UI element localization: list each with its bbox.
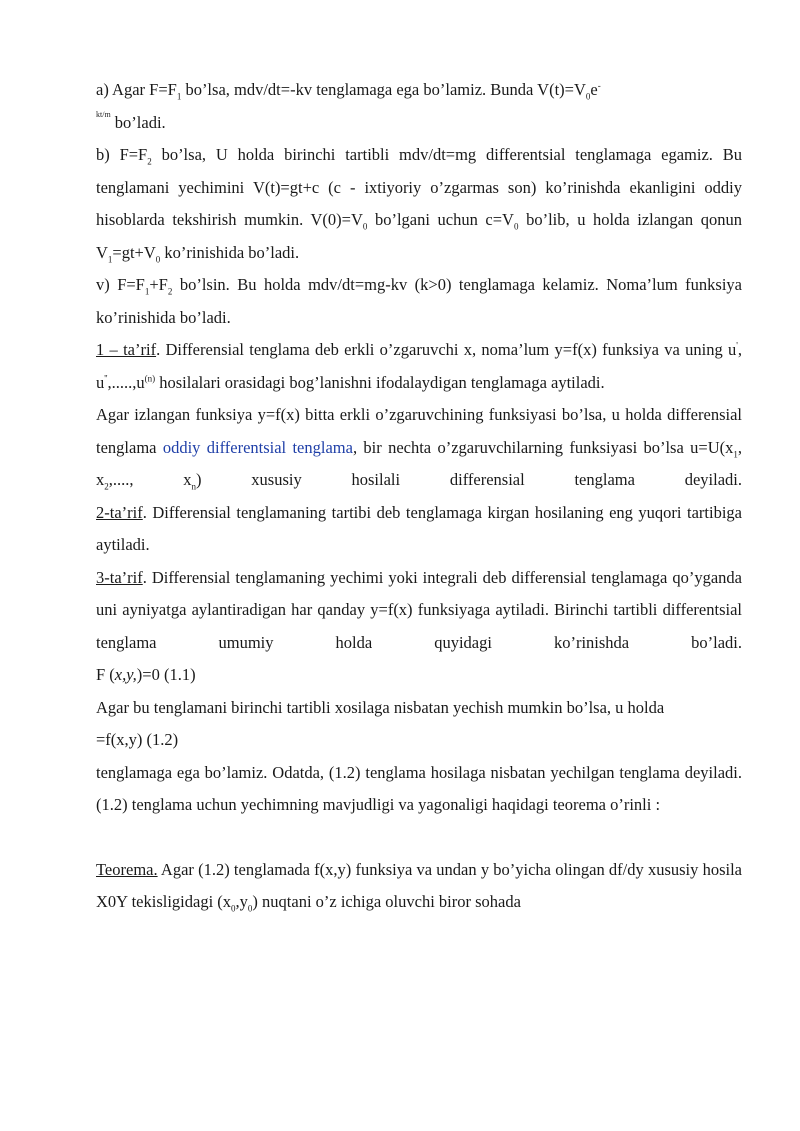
definition-2 — [96, 497, 742, 562]
text: . Differensial tenglama deb erkli o’zgaruvchi x, noma’lum y=f(x) funksiya va uning u — [156, 340, 737, 359]
paragraph-tenglamaga — [96, 757, 742, 822]
subscript: 1 — [176, 91, 182, 102]
paragraph-a — [96, 74, 742, 139]
text: ) xususiy hosilali differensial tenglama deyiladi. — [196, 470, 742, 489]
text: bo’lsa, U holda birinchi tartibli mdv/dt=mg differentsial tenglamaga egamiz. Bu tenglamani yechimini V(t)=gt+c (c - ixtiyoriy o’zgarmas son) ko’rinishda ekanligini oddiy hisoblarda tekshirish mumkin. V(0)=V — [96, 145, 742, 229]
theorem — [96, 854, 742, 919]
subscript: 2 — [147, 156, 152, 167]
text: , u — [96, 340, 742, 392]
text: Agar izlangan funksiya y=f(x) bitta erkli o’zgaruvchining funksiyasi bo’lsa, u holda differensial tenglama — [96, 405, 742, 457]
paragraph-v — [96, 269, 742, 334]
subscript: 0 — [362, 221, 368, 232]
text: ,.....,u — [107, 372, 145, 392]
text: bo’ladi. — [110, 112, 166, 132]
text: , x — [96, 437, 742, 489]
text: +F — [149, 275, 168, 294]
text: ) nuqtani o’z ichiga oluvchi biror sohada — [252, 892, 521, 911]
subscript: 0 — [247, 903, 253, 914]
text: bo’lsa, mdv/dt=-kv tenglamaga ega bo’lamiz. Bunda V(t)=V — [181, 80, 586, 99]
paragraph-b — [96, 139, 742, 269]
text: )=0 (1.1) — [136, 665, 196, 684]
subscript: n — [191, 481, 197, 492]
definition-label: 2-ta’rif — [96, 502, 143, 522]
subscript: 1 — [144, 286, 150, 297]
text: v) F=F — [96, 275, 145, 294]
subscript: 0 — [155, 253, 161, 264]
equation-1-1 — [96, 659, 742, 692]
exponent: kt/m — [96, 109, 111, 119]
theorem-label: Teorema. — [96, 859, 158, 879]
document-page — [96, 74, 742, 919]
text: =gt+V — [112, 242, 156, 262]
definition-1 — [96, 334, 742, 399]
paragraph-agar — [96, 399, 742, 497]
subscript: 1 — [733, 448, 738, 459]
text: a) Agar F=F — [96, 80, 177, 99]
definition-3 — [96, 562, 742, 660]
subscript: 0 — [513, 221, 519, 232]
text: b) F=F — [96, 145, 148, 164]
text: . Differensial tenglamaning tartibi deb tenglamaga kirgan hosilaning eng yuqori tartibiga aytiladi. — [96, 502, 742, 554]
definition-label: 1 – ta’rif — [96, 340, 157, 359]
text: Agar (1.2) tenglamada f(x,y) funksiya va undan y bo’yicha olingan df/dy xususiy hosila X0Y tekisligidagi (x — [96, 859, 742, 911]
subscript: 2 — [104, 481, 109, 492]
text: =f(x,y) (1.2) — [96, 730, 179, 749]
text: hosilalari orasidagi bog’lanishni ifodalaydigan tenglamaga aytiladi. — [155, 372, 605, 392]
text: bo’lib, u holda izlangan qonun V — [96, 210, 742, 262]
text: ,y — [235, 892, 248, 911]
text: tenglamaga ega bo’lamiz. Odatda, (1.2) tenglama hosilaga nisbatan yechilgan tenglama deyiladi. (1.2) tenglama uchun yechimning mavjudligi va yagonaligi haqidagi teorema o’rinli : — [96, 762, 742, 814]
text: bo’lgani uchun c=V — [367, 210, 514, 229]
text: ,...., x — [108, 470, 192, 489]
text: , bir nechta o’zgaruvchilarning funksiyasi bo’lsa u=U(x — [352, 437, 734, 457]
text: F ( — [96, 665, 115, 684]
superscript: - — [597, 80, 601, 91]
subscript: 2 — [167, 286, 173, 297]
definition-label: 3-ta’rif — [96, 567, 143, 587]
equation-variables: x,y, — [114, 665, 137, 684]
equation-1-2 — [96, 724, 742, 757]
text: ko’rinishida bo’ladi. — [160, 242, 300, 262]
superscript: ' — [736, 340, 738, 351]
blank-line — [96, 822, 742, 854]
paragraph-agar-2 — [96, 692, 742, 725]
text: Agar bu tenglamani birinchi tartibli xosilaga nisbatan yechish mumkin bo’lsa, u holda — [96, 697, 665, 717]
superscript: (n) — [144, 373, 156, 383]
subscript: 0 — [585, 91, 591, 102]
subscript: 1 — [107, 253, 113, 264]
term-link[interactable]: oddiy differentsial tenglama — [162, 437, 353, 457]
text: e — [590, 80, 598, 99]
subscript: 0 — [231, 903, 236, 914]
superscript: '' — [104, 373, 108, 383]
text: bo’lsin. Bu holda mdv/dt=mg-kv (k>0) tenglamaga kelamiz. Noma’lum funksiya ko’rinishida bo’ladi. — [96, 275, 743, 327]
text: . Differensial tenglamaning yechimi yoki integrali deb differensial tenglamaga qo’yganda uni ayniyatga aylantiradigan har qanday y=f(x) funksiyaga aytiladi. Birinchi tartibli differentsial tenglama umumiy holda quyidagi ko’rinishda bo’ladi. — [96, 567, 742, 652]
